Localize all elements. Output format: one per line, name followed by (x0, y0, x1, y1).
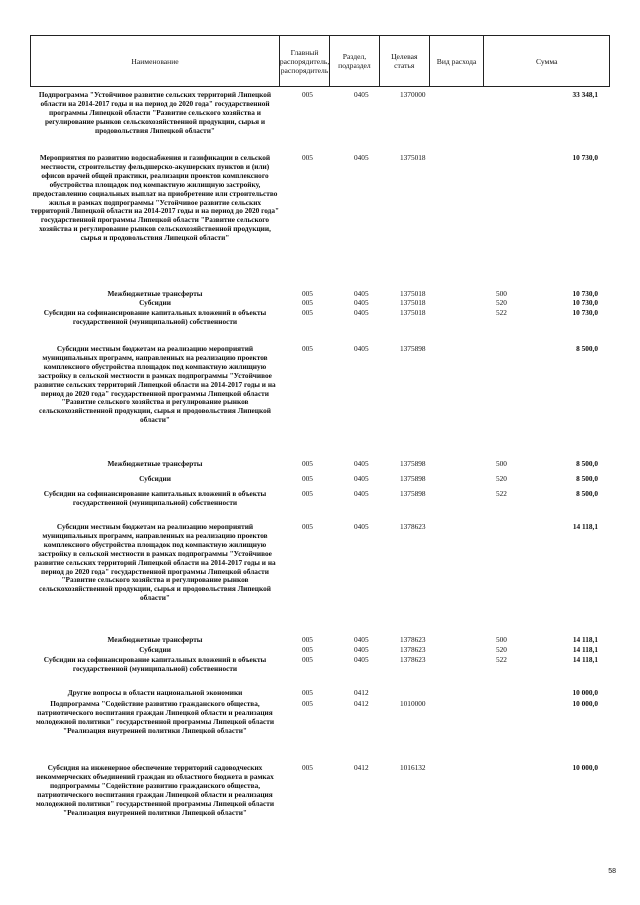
row-sum: 8 500,0 (576, 489, 598, 498)
row-sum: 14 118,1 (572, 645, 598, 654)
header-expense: Вид расхода (430, 36, 485, 86)
row-target: 1375898 (400, 474, 426, 483)
row-target: 1378623 (400, 635, 426, 644)
row-name: Межбюджетные трансферты (107, 459, 203, 468)
row-admin: 005 (302, 489, 313, 498)
row-name: Подпрограмма "Устойчивое развитие сельских территорий Липецкой области на 2014-2017 годы и на период до 2020 года" государственной программы Липецкой области "Развитие сельского хозяйства и регулирование рынков сельскохозяйственной продукции, сырья и продовольствия Липецкой области" (38, 90, 272, 135)
row-name: Другие вопросы в области национальной экономики (67, 688, 243, 697)
row-target: 1375898 (400, 344, 426, 353)
row-name: Субсидия на инженерное обеспечение территорий садоводческих некоммерческих объединений граждан из областного бюджета в рамках подпрограммы "Содействие развитию гражданского общества, патриотического воспитания граждан Липецкой области и реализация молодежной политики" государственной программы Липецкой области "Реализация внутренней политики Липецкой области" (35, 763, 275, 817)
row-target: 1378623 (400, 645, 426, 654)
row-name: Межбюджетные трансферты (107, 635, 203, 644)
header-section: Раздел, подраздел (330, 36, 380, 86)
row-admin: 005 (302, 522, 313, 531)
row-section: 0405 (354, 308, 369, 317)
row-admin: 005 (302, 763, 313, 772)
row-section: 0405 (354, 90, 369, 99)
row-sum: 10 730,0 (572, 153, 598, 162)
row-target: 1010000 (400, 699, 426, 708)
row-admin: 005 (302, 688, 313, 697)
row-name: Субсидии (139, 298, 171, 307)
row-name: Межбюджетные трансферты (107, 289, 203, 298)
row-expense: 520 (496, 298, 507, 307)
row-sum: 14 118,1 (572, 655, 598, 664)
row-sum: 10 000,0 (572, 763, 598, 772)
row-admin: 005 (302, 655, 313, 664)
row-admin: 005 (302, 289, 313, 298)
row-expense: 520 (496, 645, 507, 654)
row-expense: 520 (496, 474, 507, 483)
row-target: 1016132 (400, 763, 426, 772)
row-expense: 500 (496, 459, 507, 468)
row-section: 0405 (354, 289, 369, 298)
row-expense: 500 (496, 289, 507, 298)
row-name: Субсидии местным бюджетам на реализацию мероприятий муниципальных программ, направленных на реализацию проектов комплексного обустройства площадок под компактную жилищную застройку в сельской местности в рамках подпрограммы "Устойчивое развитие сельских территорий Липецкой области на 2014-2017 годы и на период до 2020 года" государственной программы Липецкой области "Развитие сельского хозяйства и регулирование рынков сельскохозяйственной продукции, сырья и продовольствия Липецкой области" (34, 522, 276, 603)
row-target: 1375018 (400, 289, 426, 298)
row-name: Мероприятия по развитию водоснабжения и газификации в сельской местности, строительству фельдшерско-акушерских пунктов и (или) офисов врачей общей практики, реализации проектов комплексного обустройства площадок под компактную жилищную застройку, предоставлению социальных выплат на приобретение или строительство жилья в рамках подпрограммы "Устойчивое развитие сельских территорий Липецкой области на 2014-2017 годы и на период до 2020 года" государственной программы Липецкой области "Развитие сельского хозяйства и регулирование рынков сельскохозяйственной продукции, сырья и продовольствия Липецкой области" (30, 153, 280, 243)
row-section: 0405 (354, 645, 369, 654)
row-admin: 005 (302, 298, 313, 307)
row-expense: 522 (496, 655, 507, 664)
header-target: Целевая статья (380, 36, 430, 86)
table-header (30, 35, 610, 87)
row-section: 0405 (354, 635, 369, 644)
row-section: 0405 (354, 522, 369, 531)
row-section: 0405 (354, 153, 369, 162)
row-name: Субсидии (139, 474, 171, 483)
row-section: 0405 (354, 474, 369, 483)
row-sum: 14 118,1 (572, 522, 598, 531)
row-sum: 10 000,0 (572, 688, 598, 697)
row-section: 0412 (354, 763, 369, 772)
row-target: 1375018 (400, 153, 426, 162)
row-admin: 005 (302, 459, 313, 468)
row-admin: 005 (302, 344, 313, 353)
row-section: 0405 (354, 459, 369, 468)
row-sum: 10 000,0 (572, 699, 598, 708)
row-sum: 14 118,1 (572, 635, 598, 644)
row-target: 1375018 (400, 298, 426, 307)
row-name: Субсидии на софинансирование капитальных вложений в объекты государственной (муниципальной) собственности (43, 489, 267, 507)
page-number: 58 (608, 868, 616, 875)
row-admin: 005 (302, 635, 313, 644)
row-section: 0405 (354, 655, 369, 664)
row-admin: 005 (302, 699, 313, 708)
header-admin: Главный распорядитель, распорядитель (280, 36, 330, 86)
row-sum: 8 500,0 (576, 344, 598, 353)
row-admin: 005 (302, 153, 313, 162)
row-name: Субсидии на софинансирование капитальных вложений в объекты государственной (муниципальной) собственности (43, 655, 267, 673)
row-sum: 33 348,1 (572, 90, 598, 99)
row-target: 1375018 (400, 308, 426, 317)
row-admin: 005 (302, 474, 313, 483)
row-sum: 10 730,0 (572, 298, 598, 307)
row-section: 0412 (354, 699, 369, 708)
row-admin: 005 (302, 645, 313, 654)
row-expense: 522 (496, 489, 507, 498)
header-name: Наименование (31, 36, 280, 86)
row-sum: 10 730,0 (572, 308, 598, 317)
row-sum: 8 500,0 (576, 459, 598, 468)
row-sum: 10 730,0 (572, 289, 598, 298)
row-section: 0405 (354, 489, 369, 498)
row-expense: 522 (496, 308, 507, 317)
row-target: 1375898 (400, 489, 426, 498)
header-sum: Сумма (535, 56, 558, 66)
row-name: Субсидии на софинансирование капитальных вложений в объекты государственной (муниципальной) собственности (43, 308, 267, 326)
row-target: 1370000 (400, 90, 426, 99)
row-section: 0405 (354, 298, 369, 307)
row-section: 0405 (354, 344, 369, 353)
row-admin: 005 (302, 308, 313, 317)
row-expense: 500 (496, 635, 507, 644)
row-name: Субсидии (139, 645, 171, 654)
row-target: 1378623 (400, 522, 426, 531)
row-admin: 005 (302, 90, 313, 99)
row-name: Подпрограмма "Содействие развитию гражданского общества, патриотического воспитания граждан Липецкой области и реализация молодежной политики" государственной программы Липецкой области "Реализация внутренней политики Липецкой области" (35, 699, 275, 735)
row-name: Субсидии местным бюджетам на реализацию мероприятий муниципальных программ, направленных на реализацию проектов комплексного обустройства площадок под компактную жилищную застройку в сельской местности в рамках подпрограммы "Устойчивое развитие сельских территорий Липецкой области на 2014-2017 годы и на период до 2020 года" государственной программы Липецкой области "Развитие сельского хозяйства и регулирование рынков сельскохозяйственной продукции, сырья и продовольствия Липецкой области" (34, 344, 276, 425)
row-sum: 8 500,0 (576, 474, 598, 483)
row-target: 1375898 (400, 459, 426, 468)
row-target: 1378623 (400, 655, 426, 664)
row-section: 0412 (354, 688, 369, 697)
